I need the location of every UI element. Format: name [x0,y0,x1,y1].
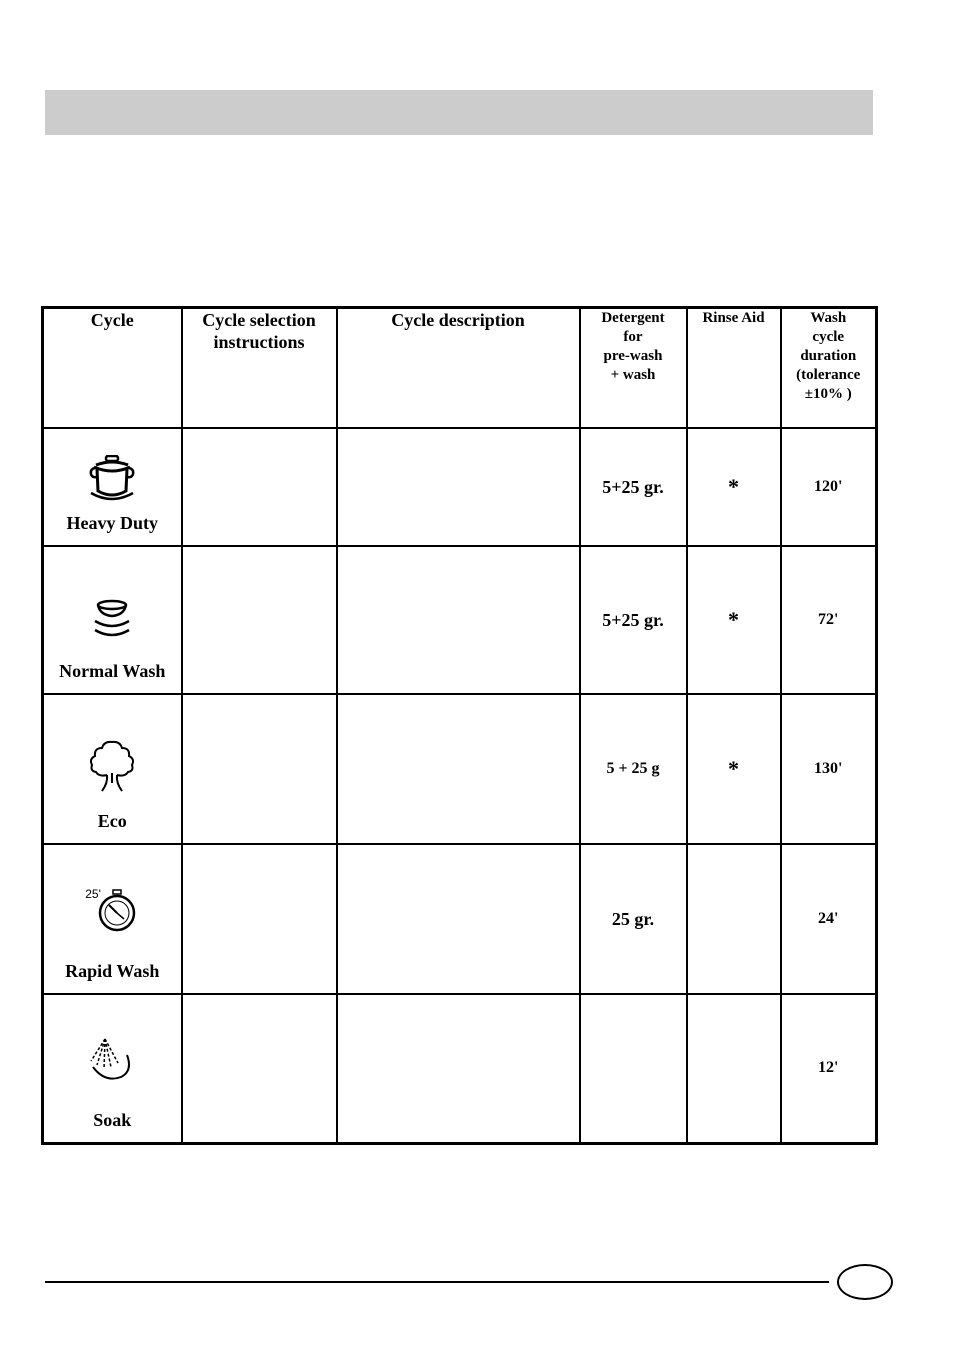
selection-cell [182,994,337,1143]
table-row [43,694,877,844]
detergent-cell: 5 + 25 g [580,694,687,844]
header-detergent-line: + wash [610,367,656,383]
duration-cell: 120' [781,428,877,546]
header-detergent-line: pre-wash [603,348,663,364]
duration-cell: 72' [781,546,877,694]
duration-cell: 130' [781,694,877,844]
header-detergent-line: Detergent [601,310,665,326]
cycle-cell [43,546,182,694]
tree-icon [89,739,135,793]
cycle-name: Eco [97,811,127,831]
cycle-name: Soak [93,1110,132,1130]
rinse-aid-cell [687,994,781,1143]
selection-cell [182,694,337,844]
header-duration-line: duration [800,348,857,364]
section-title-bar [45,90,873,135]
cycle-name: Rapid Wash [65,961,160,981]
header-detergent-line: for [623,329,643,345]
header-duration [781,308,877,429]
page-number-oval [837,1264,893,1300]
table-row [43,994,877,1143]
table-row [43,428,877,546]
header-duration-line: Wash [810,310,847,326]
description-cell [337,694,580,844]
cycle-name: Heavy Duty [66,513,158,533]
timer-icon [97,889,139,933]
cycle-cell [43,694,182,844]
header-rinse-aid: Rinse Aid [687,308,781,429]
header-duration-line: cycle [812,329,845,345]
table-row [43,546,877,694]
selection-cell [182,844,337,994]
selection-cell [182,428,337,546]
detergent-cell: 5+25 gr. [580,428,687,546]
cycle-name: Normal Wash [59,661,166,681]
cycle-cell [43,994,182,1143]
duration-cell: 12' [781,994,877,1143]
timer-label: 25' [85,887,101,901]
rinse-aid-cell: * [687,546,781,694]
spray-icon [87,1037,137,1083]
rinse-aid-cell: * [687,428,781,546]
description-cell [337,994,580,1143]
header-description: Cycle description [337,308,580,429]
timer-icon-wrap [85,887,139,935]
header-cycle: Cycle [43,308,182,429]
description-cell [337,844,580,994]
rinse-aid-cell [687,844,781,994]
cycle-cell [43,428,182,546]
detergent-cell [580,994,687,1143]
header-duration-line: (tolerance [796,367,861,383]
pot-icon [87,455,137,503]
header-duration-line: ±10% ) [804,386,852,402]
duration-cell: 24' [781,844,877,994]
footer-rule [45,1281,829,1283]
selection-cell [182,546,337,694]
dishes-icon [92,599,132,641]
detergent-cell: 5+25 gr. [580,546,687,694]
wash-cycles-table [41,306,878,1145]
table-header-row [43,308,877,429]
detergent-cell: 25 gr. [580,844,687,994]
header-selection: Cycle selection instructions [182,308,337,429]
cycle-cell [43,844,182,994]
table-row [43,844,877,994]
description-cell [337,428,580,546]
rinse-aid-cell: * [687,694,781,844]
description-cell [337,546,580,694]
header-detergent [580,308,687,429]
